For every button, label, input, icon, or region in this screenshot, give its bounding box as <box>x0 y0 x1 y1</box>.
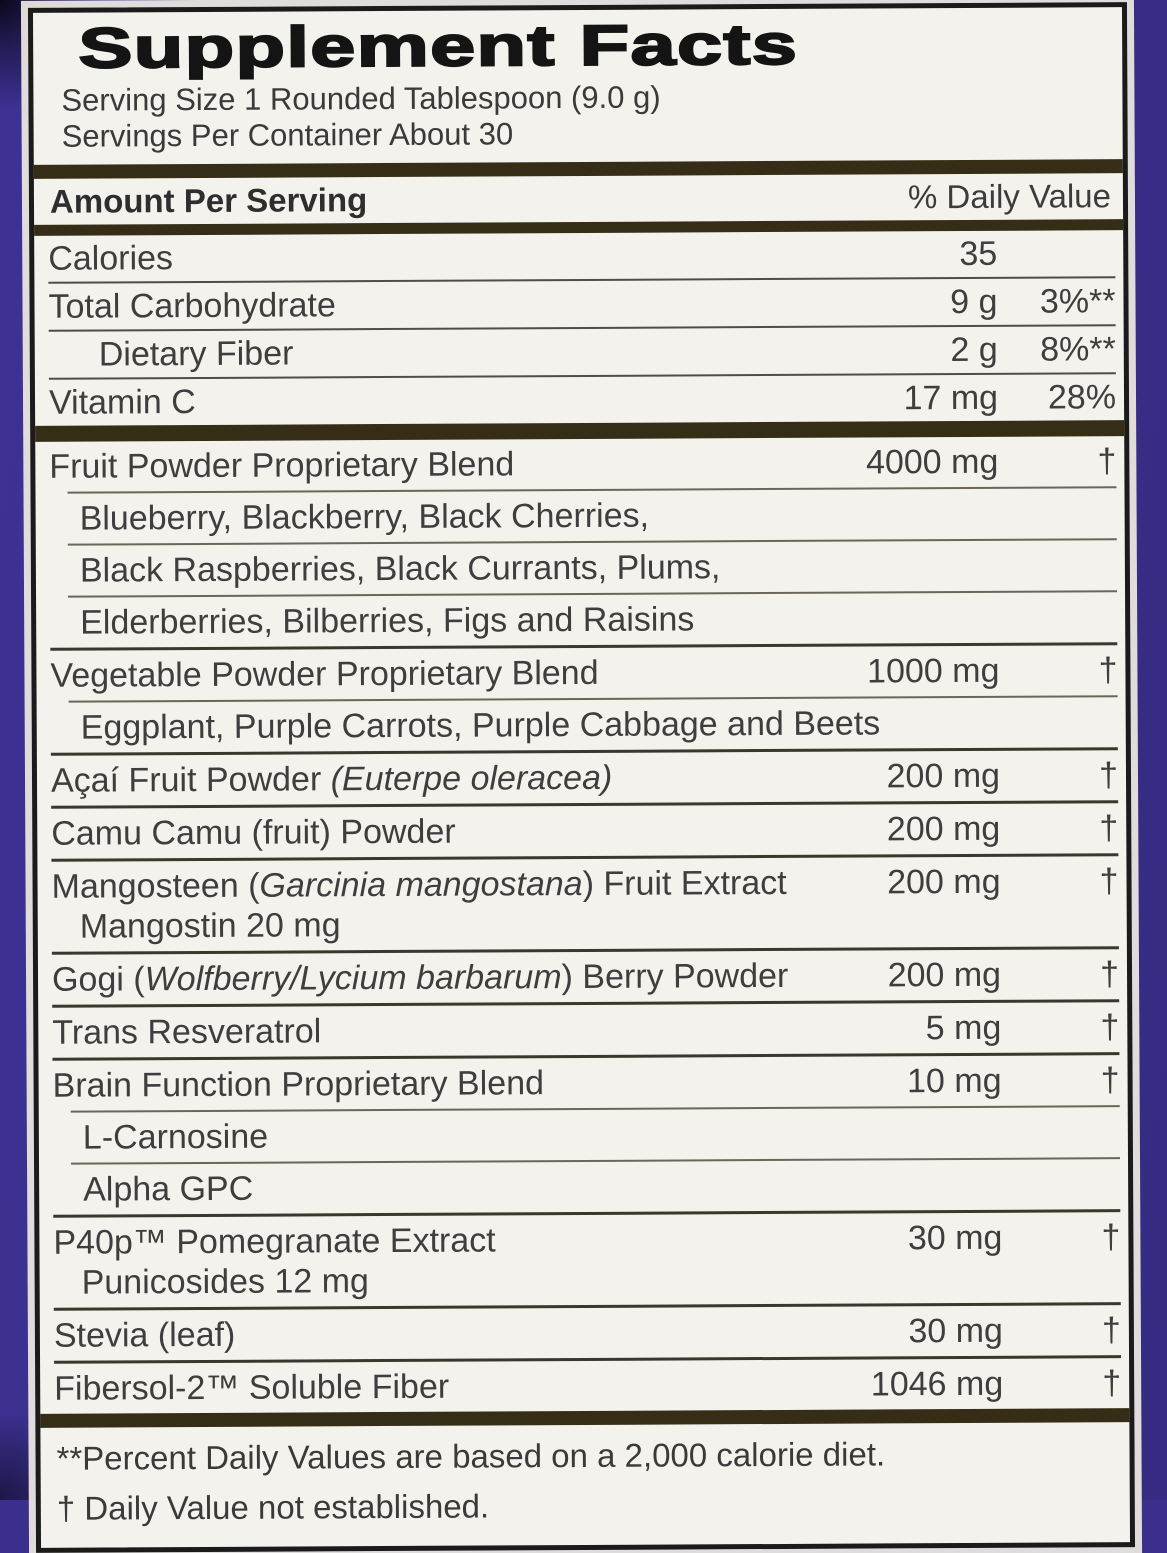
ingredient-row <box>54 1355 1121 1414</box>
ingredient-row <box>53 1209 1120 1308</box>
ingredient-name: Fibersol-2™ Soluble Fiber <box>54 1367 450 1408</box>
sub-ingredient-row: Black Raspberries, Black Currants, Plums, <box>68 538 1117 595</box>
ingredient-daily-value: † <box>1102 1364 1122 1403</box>
nutrient-amount: 17 mg <box>903 378 999 418</box>
ingredient-row <box>50 642 1117 701</box>
ingredient-row <box>52 1052 1119 1111</box>
ingredient-line <box>49 443 1116 485</box>
sub-ingredient-row: Blueberry, Blackberry, Black Cherries, <box>67 486 1116 543</box>
serving-size: Serving Size 1 Rounded Tablespoon (9.0 g) <box>61 79 661 118</box>
ingredient-name: Vegetable Powder Proprietary Blend <box>50 653 599 695</box>
ingredient-daily-value: † <box>1099 809 1119 848</box>
nutrient-daily-value: 3%** <box>1039 282 1116 321</box>
nutrient-daily-value: 8%** <box>1040 330 1116 369</box>
ingredient-daily-value: † <box>1100 1008 1120 1047</box>
ingredient-name: Stevia (leaf) <box>53 1315 236 1355</box>
ingredient-amount: 200 mg <box>887 955 1002 995</box>
ingredient-name: P40p™ Pomegranate Extract <box>53 1221 496 1262</box>
ingredient-table <box>49 436 1121 1414</box>
ingredient-note: Punicosides 12 mg <box>81 1262 370 1302</box>
nutrient-daily-value <box>997 264 1115 265</box>
ingredient-row <box>52 946 1119 1005</box>
ingredient-name: Camu Camu (fruit) Powder <box>51 812 456 853</box>
ingredient-name: Açaí Fruit Powder (Euterpe oleracea) <box>50 758 613 800</box>
nutrient-table <box>48 230 1116 426</box>
nutrient-row <box>49 372 1116 426</box>
ingredient-amount: 10 mg <box>906 1061 1002 1101</box>
ingredient-line <box>53 1219 1120 1261</box>
sub-ingredient-row: Alpha GPC <box>71 1157 1120 1214</box>
sub-ingredient-row: Eggplant, Purple Carrots, Purple Cabbage and Beets <box>69 695 1118 752</box>
ingredient-line <box>50 652 1117 694</box>
nutrient-daily-value: 28% <box>1047 378 1117 417</box>
label-title: Supplement Facts <box>78 12 799 81</box>
ingredient-row <box>49 436 1116 492</box>
ingredient-line <box>52 956 1119 998</box>
ingredient-daily-value: † <box>1098 651 1118 690</box>
ingredient-amount: 4000 mg <box>865 442 999 482</box>
daily-value-header: % Daily Value <box>907 177 1112 216</box>
ingredient-line <box>51 863 1118 905</box>
ingredient-line <box>53 1062 1120 1104</box>
ingredient-line <box>51 810 1118 852</box>
ingredient-amount: 30 mg <box>908 1311 1004 1351</box>
sub-ingredient-row: Elderberries, Bilberries, Figs and Raisins <box>68 590 1117 647</box>
footnote-line: **Percent Daily Values are based on a 2,000 calorie diet. <box>56 1435 886 1477</box>
ingredient-row <box>51 853 1118 952</box>
ingredient-daily-value: † <box>1101 1218 1121 1257</box>
ingredient-row <box>52 999 1119 1058</box>
ingredient-daily-value: † <box>1099 862 1119 901</box>
nutrient-name: Total Carbohydrate <box>48 286 336 326</box>
label-title-wrap <box>47 13 1114 79</box>
ingredient-daily-value: † <box>1100 955 1120 994</box>
ingredient-amount: 5 mg <box>925 1008 1002 1048</box>
footnotes <box>54 1422 1122 1538</box>
ingredient-row <box>54 1302 1121 1361</box>
ingredient-name: Mangosteen (Garcinia mangostana) Fruit Extract <box>51 863 787 906</box>
sub-ingredient-row: L-Carnosine <box>71 1105 1120 1162</box>
ingredient-line <box>51 757 1118 799</box>
ingredient-daily-value: † <box>1098 756 1119 795</box>
column-header-row <box>48 173 1115 225</box>
serving-info <box>47 77 1114 155</box>
nutrient-amount: 9 g <box>950 282 998 322</box>
nutrient-row <box>48 276 1115 330</box>
ingredient-daily-value: † <box>1101 1311 1122 1350</box>
nutrient-name: Dietary Fiber <box>98 334 294 374</box>
ingredient-line <box>52 1009 1119 1051</box>
ingredient-name: Brain Function Proprietary Blend <box>52 1064 545 1105</box>
ingredient-daily-value: † <box>1100 1061 1120 1100</box>
ingredient-row <box>51 747 1118 806</box>
nutrient-name: Calories <box>48 239 174 278</box>
ingredient-note: Mangostin 20 mg <box>79 906 341 946</box>
ingredient-name: Trans Resveratrol <box>52 1012 322 1052</box>
nutrient-name: Vitamin C <box>48 383 196 422</box>
footnote-line: † Daily Value not established. <box>56 1487 490 1527</box>
ingredient-amount: 1046 mg <box>870 1364 1004 1404</box>
ingredient-amount: 30 mg <box>907 1218 1003 1258</box>
servings-per-container: Servings Per Container About 30 <box>61 116 514 154</box>
supplement-facts-label <box>28 2 1135 1553</box>
ingredient-amount: 1000 mg <box>867 651 1000 691</box>
ingredient-amount: 200 mg <box>887 862 1001 902</box>
ingredient-amount: 200 mg <box>886 756 1001 796</box>
ingredient-daily-value: † <box>1097 442 1117 481</box>
ingredient-line <box>54 1365 1121 1407</box>
ingredient-amount: 200 mg <box>886 809 1001 849</box>
nutrient-amount: 35 <box>959 234 998 274</box>
ingredient-row <box>51 800 1118 859</box>
ingredient-name: Fruit Powder Proprietary Blend <box>49 445 515 486</box>
amount-per-serving-header: Amount Per Serving <box>49 181 368 220</box>
ingredient-name: Gogi (Wolfberry/Lycium barbarum) Berry Powder <box>51 956 789 999</box>
nutrient-row <box>49 324 1116 378</box>
ingredient-line <box>54 1312 1121 1354</box>
nutrient-row <box>48 230 1115 282</box>
nutrient-amount: 2 g <box>950 330 998 370</box>
